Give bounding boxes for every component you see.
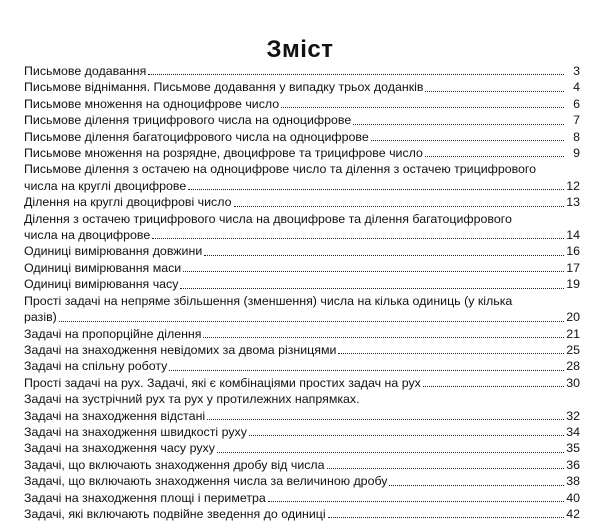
toc-entry-title: Задачі на пропорційне ділення bbox=[24, 326, 202, 341]
dot-leader bbox=[204, 255, 564, 256]
toc-entry-title: Задачі на спільну роботу bbox=[24, 359, 168, 374]
table-of-contents bbox=[24, 63, 580, 522]
toc-entry bbox=[24, 358, 580, 374]
toc-entry-page: 25 bbox=[566, 342, 580, 357]
dot-leader bbox=[152, 238, 564, 239]
toc-entry-title: Одиниці вимірювання довжини bbox=[24, 244, 203, 259]
toc-entry-page: 14 bbox=[566, 228, 580, 243]
toc-entry bbox=[24, 194, 580, 210]
toc-section-heading: Задачі на зустрічний рух та рух у протилежних напрямках. bbox=[24, 392, 360, 407]
toc-entry-title: Ділення на круглі двоцифрові число bbox=[24, 195, 232, 210]
toc-entry-page: 13 bbox=[566, 195, 580, 210]
toc-entry bbox=[24, 506, 580, 522]
toc-entry-page: 4 bbox=[573, 80, 580, 95]
toc-entry bbox=[24, 309, 580, 325]
dot-leader bbox=[59, 321, 564, 322]
dot-leader bbox=[425, 156, 564, 157]
toc-entry-page: 36 bbox=[566, 457, 580, 472]
dot-leader bbox=[371, 140, 564, 141]
toc-entry-title: разів) bbox=[24, 310, 57, 325]
toc-entry-title: Задачі, які включають подвійне зведення до одиниці bbox=[24, 506, 326, 521]
dot-leader bbox=[217, 452, 564, 453]
dot-leader bbox=[268, 501, 564, 502]
dot-leader bbox=[423, 386, 564, 387]
toc-entry-title: Задачі на знаходження відстані bbox=[24, 408, 206, 423]
dot-leader bbox=[188, 189, 564, 190]
dot-leader bbox=[183, 271, 564, 272]
dot-leader bbox=[234, 206, 565, 207]
toc-entry bbox=[24, 227, 580, 243]
toc-entry-page: 20 bbox=[566, 310, 580, 325]
toc-entry-title: Одиниці вимірювання маси bbox=[24, 260, 182, 275]
toc-entry bbox=[24, 473, 580, 489]
dot-leader bbox=[148, 74, 564, 75]
toc-entry-page: 9 bbox=[573, 146, 580, 161]
toc-entry bbox=[24, 260, 580, 276]
toc-entry-title-line1: Ділення з остачею трицифрового числа на двоцифрове та ділення багатоцифрового bbox=[24, 211, 512, 226]
toc-entry-title: Письмове віднімання. Письмове додавання у випадку трьох доданків bbox=[24, 80, 424, 95]
toc-entry-page: 42 bbox=[566, 506, 580, 521]
dot-leader bbox=[203, 337, 564, 338]
toc-entry bbox=[24, 276, 580, 292]
dot-leader bbox=[353, 124, 564, 125]
toc-entry-title: Письмове множення на розрядне, двоцифрове та трицифрове число bbox=[24, 146, 423, 161]
toc-entry bbox=[24, 63, 580, 79]
toc-entry-page: 7 bbox=[573, 113, 580, 128]
toc-entry-title: Задачі, що включають знаходження числа за величиною дробу bbox=[24, 474, 388, 489]
toc-entry bbox=[24, 178, 580, 194]
dot-leader bbox=[338, 353, 564, 354]
toc-entry-title: числа на двоцифрове bbox=[24, 228, 151, 243]
dot-leader bbox=[425, 91, 564, 92]
toc-entry bbox=[24, 79, 580, 95]
toc-entry bbox=[24, 440, 580, 456]
toc-entry-page: 30 bbox=[566, 375, 580, 390]
toc-entry-title: Письмове додавання bbox=[24, 64, 147, 78]
toc-entry-page: 12 bbox=[566, 178, 580, 193]
dot-leader bbox=[327, 468, 564, 469]
toc-entry bbox=[24, 112, 580, 128]
toc-entry-page: 34 bbox=[566, 424, 580, 439]
toc-entry-title: Задачі на знаходження часу руху bbox=[24, 441, 215, 456]
toc-entry bbox=[24, 243, 580, 259]
dot-leader bbox=[207, 419, 564, 420]
toc-entry bbox=[24, 342, 580, 358]
toc-entry bbox=[24, 457, 580, 473]
toc-entry-page: 16 bbox=[566, 244, 580, 259]
toc-entry-title: Задачі на знаходження невідомих за двома різницями bbox=[24, 342, 337, 357]
toc-entry-page: 40 bbox=[566, 490, 580, 505]
dot-leader bbox=[169, 370, 564, 371]
toc-entry-page: 6 bbox=[573, 96, 580, 111]
toc-entry bbox=[24, 326, 580, 342]
toc-entry-page: 17 bbox=[566, 260, 580, 275]
toc-entry-title: Письмове множення на одноцифрове число bbox=[24, 96, 280, 111]
toc-entry-title-line1: Письмове ділення з остачею на одноцифрове число та ділення з остачею трицифрового bbox=[24, 162, 537, 177]
toc-entry-page: 32 bbox=[566, 408, 580, 423]
toc-entry-title: Задачі на знаходження площі і периметра bbox=[24, 490, 266, 505]
dot-leader bbox=[249, 435, 564, 436]
toc-entry bbox=[24, 129, 580, 145]
toc-entry bbox=[24, 490, 580, 506]
toc-entry-page: 21 bbox=[566, 326, 580, 341]
toc-entry bbox=[24, 408, 580, 424]
toc-entry-title-line1: Прості задачі на непряме збільшення (зменшення) числа на кілька одиниць (у кілька bbox=[24, 293, 513, 308]
toc-entry bbox=[24, 375, 580, 391]
dot-leader bbox=[389, 485, 564, 486]
toc-entry-title: Задачі, що включають знаходження дробу від числа bbox=[24, 457, 325, 472]
toc-entry-page: 38 bbox=[566, 474, 580, 489]
toc-entry-title: Письмове ділення багатоцифрового числа на одноцифрове bbox=[24, 129, 369, 144]
toc-entry-page: 8 bbox=[573, 129, 580, 144]
dot-leader bbox=[180, 288, 564, 289]
toc-entry-title: Письмове ділення трицифрового числа на одноцифрове bbox=[24, 113, 352, 128]
toc-entry bbox=[24, 424, 580, 440]
toc-entry-page: 35 bbox=[566, 441, 580, 456]
toc-entry-page: 28 bbox=[566, 359, 580, 374]
toc-entry-title: числа на круглі двоцифрове bbox=[24, 178, 187, 193]
toc-entry bbox=[24, 145, 580, 161]
toc-entry-title: Прості задачі на рух. Задачі, які є комбінаціями простих задач на рух bbox=[24, 375, 421, 390]
dot-leader bbox=[328, 517, 564, 518]
toc-entry-title: Одиниці вимірювання часу bbox=[24, 277, 179, 292]
toc-entry-page: 3 bbox=[573, 64, 580, 78]
toc-entry-title: Задачі на знаходження швидкості руху bbox=[24, 424, 247, 439]
toc-entry-page: 19 bbox=[566, 277, 580, 292]
page-title: Зміст bbox=[266, 36, 334, 63]
toc-entry bbox=[24, 96, 580, 112]
dot-leader bbox=[281, 107, 564, 108]
